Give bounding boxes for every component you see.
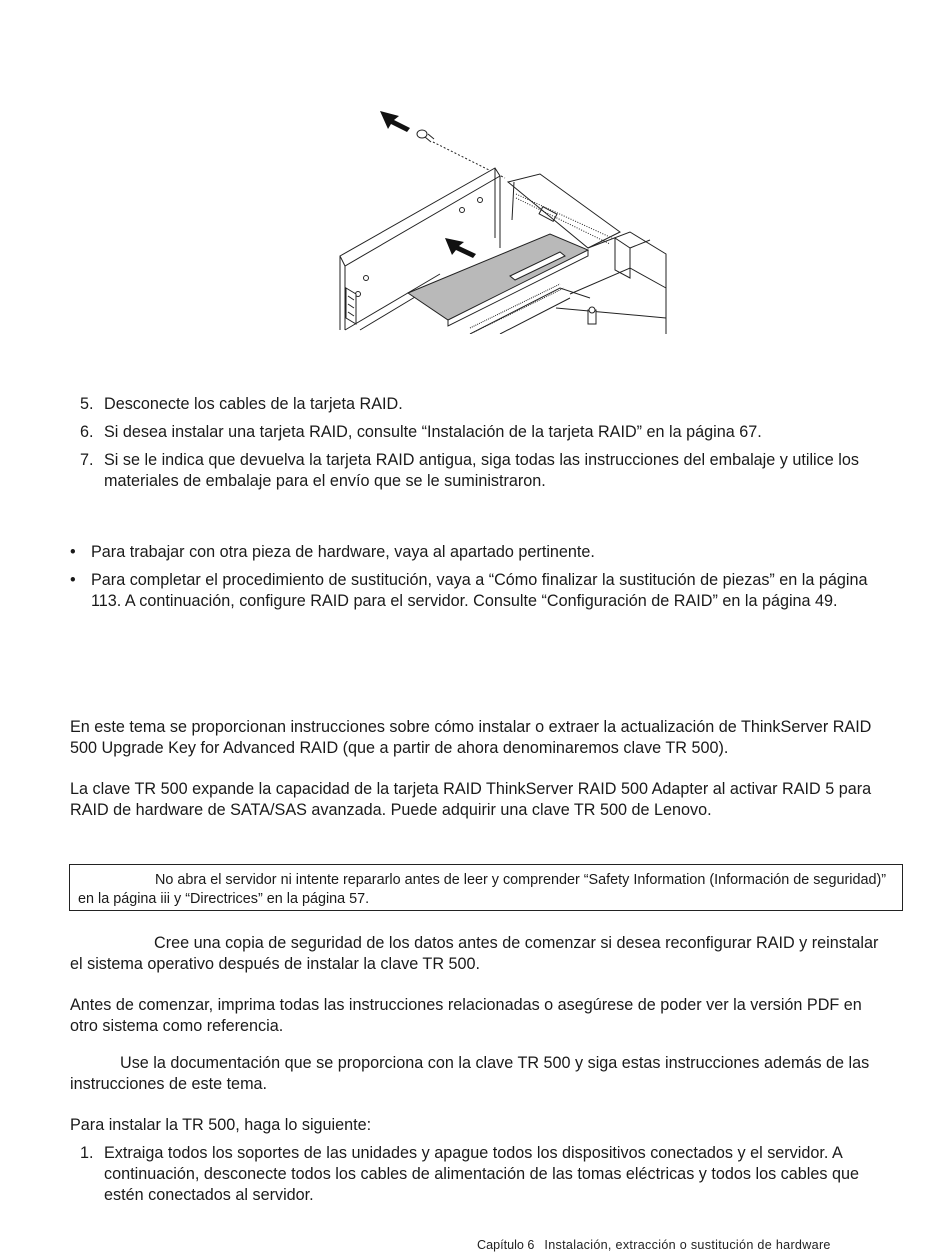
list-item <box>70 394 900 415</box>
step-number: 6. <box>80 423 94 441</box>
safety-notice-box <box>69 864 903 911</box>
list-item <box>70 450 900 492</box>
list-item <box>70 570 900 612</box>
arrow-icon <box>445 238 476 258</box>
list-item <box>70 422 900 443</box>
list-item <box>70 542 900 563</box>
backup-note-text: Cree una copia de seguridad de los datos antes de comenzar si desea reconfigurar RAID y reinstalar el sistema operativo después de instalar la clave TR 500. <box>70 934 879 973</box>
bullet-icon: • <box>70 571 76 589</box>
step-text: Si se le indica que devuelva la tarjeta RAID antigua, siga todas las instrucciones del embalaje y utilice los materiales de embalaje para el envío que se le suministraron. <box>104 451 859 490</box>
footer-chapter: Capítulo 6 <box>477 1238 535 1252</box>
page-footer <box>477 1238 831 1252</box>
list-item <box>70 1143 900 1206</box>
install-intro: Para instalar la TR 500, haga lo siguiente: <box>70 1116 372 1134</box>
step-number: 7. <box>80 451 94 469</box>
documentation-note <box>70 1053 900 1095</box>
footer-title: Instalación, extracción o sustitución de hardware <box>544 1238 831 1252</box>
documentation-note-text: Use la documentación que se proporciona con la clave TR 500 y siga estas instrucciones además de las instrucciones de este tema. <box>70 1054 870 1093</box>
step-text: Desconecte los cables de la tarjeta RAID. <box>104 395 403 413</box>
step-text: Extraiga todos los soportes de las unidades y apague todos los dispositivos conectados y el servidor. A continuación, desconecte todos los cables de alimentación de las tomas eléctricas y todos los cables que estén conectados al servidor. <box>104 1144 859 1204</box>
arrow-icon <box>380 111 410 132</box>
screw-icon <box>417 130 434 142</box>
bullet-text: Para completar el procedimiento de sustitución, vaya a “Cómo finalizar la sustitución de piezas” en la página 113. A continuación, configure RAID para el servidor. Consulte “Configuración de RAID” en la página 49. <box>91 571 868 610</box>
step-text: Si desea instalar una tarjeta RAID, consulte “Instalación de la tarjeta RAID” en la página 67. <box>104 423 762 441</box>
removal-steps-list <box>70 394 900 499</box>
install-steps-list <box>70 1143 900 1213</box>
raid-card-removal-illustration <box>330 98 670 334</box>
intro-paragraph: En este tema se proporcionan instrucciones sobre cómo instalar o extraer la actualización de ThinkServer RAID 500 Upgrade Key for Advanced RAID (que a partir de ahora denominaremos clave TR 500). <box>70 718 872 757</box>
print-note: Antes de comenzar, imprima todas las instrucciones relacionadas o asegúrese de poder ver la versión PDF en otro sistema como referencia. <box>70 996 862 1035</box>
backup-note <box>70 933 890 975</box>
step-number: 5. <box>80 395 94 413</box>
bullet-icon: • <box>70 543 76 561</box>
step-number: 1. <box>80 1144 94 1162</box>
next-steps-list <box>70 542 900 619</box>
capability-paragraph: La clave TR 500 expande la capacidad de la tarjeta RAID ThinkServer RAID 500 Adapter al activar RAID 5 para RAID de hardware de SATA/SAS avanzada. Puede adquirir una clave TR 500 de Lenovo. <box>70 780 872 819</box>
safety-notice-text: No abra el servidor ni intente repararlo antes de leer y comprender “Safety Information (Información de seguridad)” en la página iii y “Directrices” en la página 57. <box>78 872 887 907</box>
bullet-text: Para trabajar con otra pieza de hardware, vaya al apartado pertinente. <box>91 543 595 561</box>
